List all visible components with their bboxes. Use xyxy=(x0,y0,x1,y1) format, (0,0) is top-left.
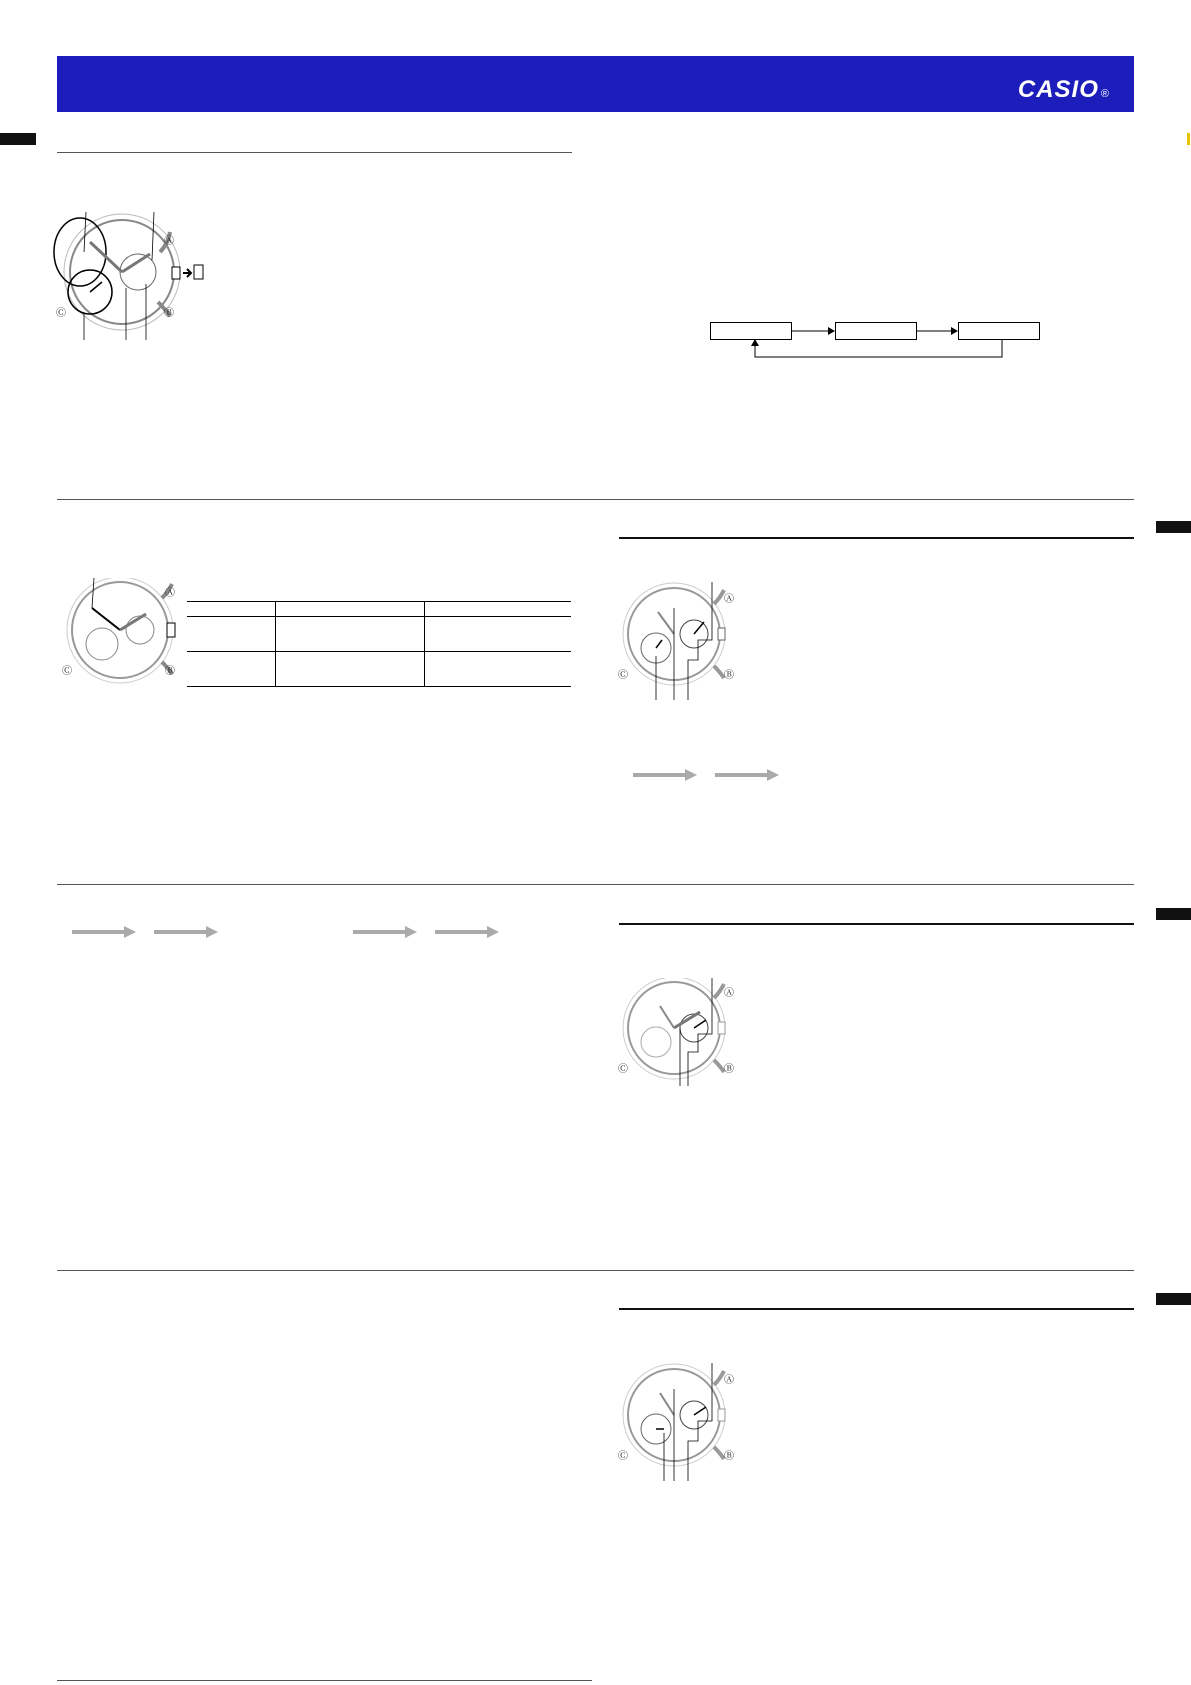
svg-text:Ⓑ: Ⓑ xyxy=(724,1451,734,1462)
progress-arrows-3 xyxy=(353,925,503,939)
table-row xyxy=(187,652,571,687)
side-tab-right-2 xyxy=(1156,908,1191,920)
svg-text:Ⓒ: Ⓒ xyxy=(618,1451,628,1462)
svg-text:Ⓐ: Ⓐ xyxy=(724,594,734,605)
flow-arrows xyxy=(700,318,1060,362)
watch-illustration-4 xyxy=(618,978,738,1088)
spec-table xyxy=(187,601,571,687)
button-c-label: Ⓒ xyxy=(56,308,66,319)
progress-arrows-1 xyxy=(633,768,783,782)
watch-illustration-2 xyxy=(62,578,192,684)
side-tab-left xyxy=(0,133,36,145)
section-rule-4 xyxy=(57,1270,1134,1271)
watch-illustration-3 xyxy=(618,582,738,702)
watch-illustration-1 xyxy=(50,212,210,342)
registered-mark: ® xyxy=(1100,88,1110,100)
button-b-label: Ⓑ xyxy=(164,308,174,319)
brand-text: CASIO xyxy=(1017,76,1099,103)
side-tab-right-1 xyxy=(1156,521,1191,533)
svg-text:Ⓐ: Ⓐ xyxy=(724,1375,734,1386)
table-row xyxy=(187,617,571,652)
section-rule-3 xyxy=(57,884,1134,885)
section-rule-top-left xyxy=(57,152,572,153)
side-mark-yellow xyxy=(1187,133,1190,145)
svg-text:Ⓒ: Ⓒ xyxy=(618,1064,628,1075)
button-a-label: Ⓐ xyxy=(164,236,174,247)
svg-text:Ⓑ: Ⓑ xyxy=(724,670,734,681)
table-header-row xyxy=(187,602,571,617)
casio-logo xyxy=(1018,76,1110,104)
svg-text:Ⓒ: Ⓒ xyxy=(62,666,72,677)
svg-text:Ⓐ: Ⓐ xyxy=(165,588,175,599)
svg-text:Ⓑ: Ⓑ xyxy=(165,666,175,677)
subsection-rule-right-3 xyxy=(619,1308,1134,1310)
watch-illustration-5 xyxy=(618,1363,738,1483)
header-bar xyxy=(57,56,1134,112)
section-rule-2 xyxy=(57,499,1134,500)
subsection-rule-right-2 xyxy=(619,923,1134,925)
progress-arrows-2 xyxy=(72,925,222,939)
svg-text:Ⓒ: Ⓒ xyxy=(618,670,628,681)
footer-rule xyxy=(57,1680,592,1681)
svg-text:Ⓑ: Ⓑ xyxy=(724,1064,734,1075)
side-tab-right-3 xyxy=(1156,1293,1191,1305)
subsection-rule-right-1 xyxy=(619,537,1134,539)
svg-text:Ⓐ: Ⓐ xyxy=(724,988,734,999)
